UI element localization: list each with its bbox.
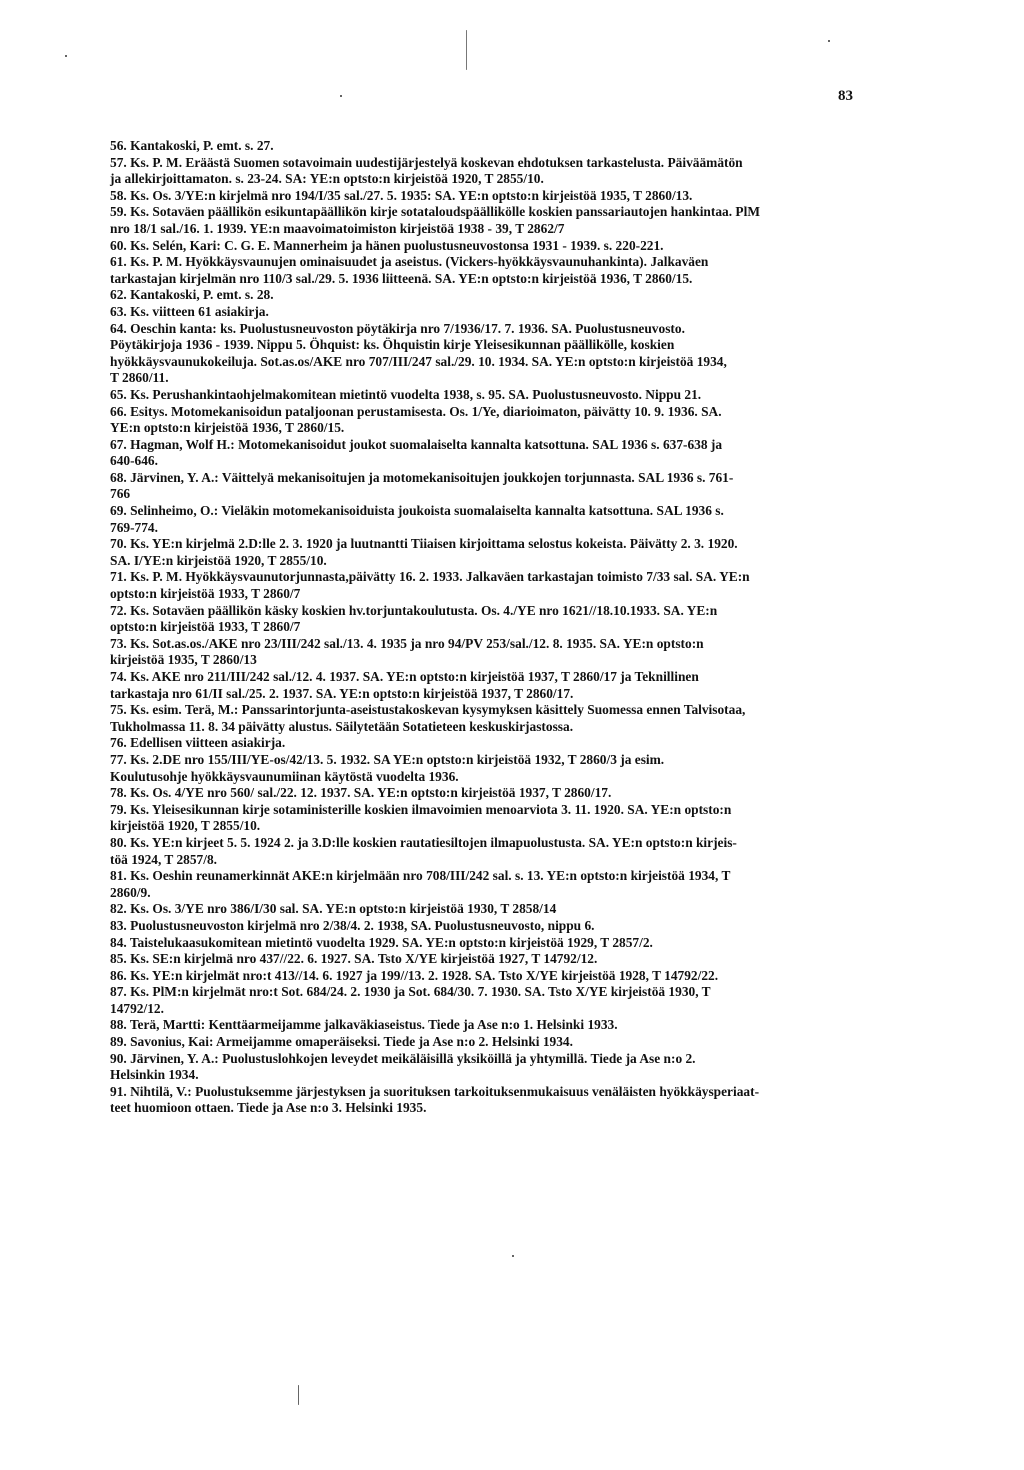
footnote-line: 89. Savonius, Kai: Armeijamme omaperäiseksi. Tiede ja Ase n:o 2. Helsinki 1934. [110, 1034, 573, 1050]
scan-speck [512, 1255, 514, 1257]
footnote-line: 85. Ks. SE:n kirjelmä nro 437//22. 6. 1927. SA. Tsto X/YE kirjeistöä 1927, T 14792/12. [110, 951, 598, 967]
footnote-item [110, 503, 886, 536]
footnote-item [110, 287, 886, 304]
footnote-line: 640-646. [110, 453, 158, 469]
footnote-line: 80. Ks. YE:n kirjeet 5. 5. 1924 2. ja 3.D:lle koskien rautatiesiltojen ilmapuolustusta. SA. YE:n optsto:n kirjeis- [110, 834, 737, 850]
footnote-line: 60. Ks. Selén, Kari: C. G. E. Mannerheim ja hänen puolustusneuvostonsa 1931 - 1939. s. 220-221. [110, 237, 664, 253]
footnote-line: 59. Ks. Sotaväen päällikön esikuntapäällikön kirje sotataloudspäällikölle koskien panssariautojen hankintaa. PlM [110, 204, 760, 220]
footnote-item [110, 669, 886, 702]
footnote-line: 62. Kantakoski, P. emt. s. 28. [110, 287, 274, 303]
footnote-line: kirjeistöä 1935, T 2860/13 [110, 652, 257, 668]
footnote-line: 66. Esitys. Motomekanisoidun pataljoonan perustamisesta. Os. 1/Ye, diarioimaton, päivätty 10. 9. 1936. SA. [110, 403, 722, 419]
footnote-line: 64. Oeschin kanta: ks. Puolustusneuvoston pöytäkirja nro 7/1936/17. 7. 1936. SA. Puolustusneuvosto. [110, 320, 685, 336]
footnote-item [110, 1051, 886, 1084]
footnote-item [110, 785, 886, 802]
footnote-line: kirjeistöä 1920, T 2855/10. [110, 818, 261, 834]
page-number: 83 [838, 88, 853, 104]
footnote-item [110, 204, 886, 237]
footnote-line: 87. Ks. PlM:n kirjelmät nro:t Sot. 684/24. 2. 1930 ja Sot. 684/30. 7. 1930. SA. Tsto X/YE kirjeistöä 1930, T [110, 984, 711, 1000]
footnote-item [110, 569, 886, 602]
footnote-item [110, 935, 886, 952]
footnote-line: Pöytäkirjoja 1936 - 1939. Nippu 5. Öhquist: ks. Öhquistin kirje Yleisesikunnan päällikölle, koskien [110, 337, 675, 353]
footnote-line: töä 1924, T 2857/8. [110, 851, 218, 867]
footnote-line: 88. Terä, Martti: Kenttäarmeijamme jalkaväkiaseistus. Tiede ja Ase n:o 1. Helsinki 1933. [110, 1017, 618, 1033]
footnote-item [110, 155, 886, 188]
footnote-item [110, 735, 886, 752]
footnote-item [110, 321, 886, 387]
footnotes-list [110, 138, 886, 1117]
footnote-line: 75. Ks. esim. Terä, M.: Panssarintorjunta-aseistustakoskevan kysymyksen käsittely Suomessa ennen Talvisotaa, [110, 702, 746, 718]
footnote-line: 68. Järvinen, Y. A.: Väittelyä mekanisoitujen ja motomekanisoitujen joukkojen torjunnasta. SAL 1936 s. 761- [110, 469, 734, 485]
footnote-line: 91. Nihtilä, V.: Puolustuksemme järjestyksen ja suorituksen tarkoituksenmukaisuus venäläisten hyökkäysperiaat- [110, 1083, 760, 1099]
footnote-item [110, 404, 886, 437]
footnote-line: 81. Ks. Oeshin reunamerkinnät AKE:n kirjelmään nro 708/III/242 sal. s. 13. YE:n optsto:n kirjeistöä 1934, T [110, 868, 731, 884]
footnote-line: 73. Ks. Sot.as.os./AKE nro 23/III/242 sal./13. 4. 1935 ja nro 94/PV 253/sal./12. 8. 1935. SA. YE:n optsto:n [110, 635, 704, 651]
footnote-line: 2860/9. [110, 884, 151, 900]
footnote-item [110, 1017, 886, 1034]
footnote-item [110, 636, 886, 669]
footnote-item [110, 254, 886, 287]
footnote-line: tarkastaja nro 61/II sal./25. 2. 1937. SA. YE:n optsto:n kirjeistöä 1937, T 2860/17. [110, 685, 574, 701]
footnote-line: 86. Ks. YE:n kirjelmät nro:t 413//14. 6. 1927 ja 199//13. 2. 1928. SA. Tsto X/YE kirjeistöä 1928, T 14792/22. [110, 967, 719, 983]
footnote-line: hyökkäysvaunukokeiluja. Sot.as.os/AKE nro 707/III/247 sal./29. 10. 1934. SA. YE:n optsto:n kirjeistöä 1934, [110, 353, 727, 369]
footnote-line: 63. Ks. viitteen 61 asiakirja. [110, 303, 269, 319]
footnote-item [110, 984, 886, 1017]
scan-speck [828, 40, 830, 42]
footnote-line: 71. Ks. P. M. Hyökkäysvaunutorjunnasta,päivätty 16. 2. 1933. Jalkaväen tarkastajan toimisto 7/33 sal. SA. YE:n [110, 569, 750, 585]
footnote-line: 76. Edellisen viitteen asiakirja. [110, 735, 286, 751]
footnote-item [110, 470, 886, 503]
footnote-item [110, 901, 886, 918]
footnote-line: nro 18/1 sal./16. 1. 1939. YE:n maavoimatoimiston kirjeistöä 1938 - 39, T 2862/7 [110, 220, 565, 236]
footnote-line: 65. Ks. Perushankintaohjelmakomitean mietintö vuodelta 1938, s. 95. SA. Puolustusneuvosto. Nippu 21. [110, 386, 702, 402]
footnote-item [110, 752, 886, 785]
footnote-line: Helsinkin 1934. [110, 1067, 199, 1083]
footnote-item [110, 835, 886, 868]
scan-speck [340, 95, 342, 97]
footnote-item [110, 536, 886, 569]
scan-speck [298, 1385, 299, 1405]
footnote-line: 769-774. [110, 519, 158, 535]
footnote-line: ja allekirjoittamaton. s. 23-24. SA: YE:n optsto:n kirjeistöä 1920, T 2855/10. [110, 171, 544, 187]
footnote-item [110, 437, 886, 470]
footnote-item [110, 387, 886, 404]
footnote-line: 82. Ks. Os. 3/YE nro 386/I/30 sal. SA. YE:n optsto:n kirjeistöä 1930, T 2858/14 [110, 901, 557, 917]
footnote-line: tarkastajan kirjelmän nro 110/3 sal./29. 5. 1936 liitteenä. SA. YE:n optsto:n kirjeistöä 1936, T 2860/15. [110, 270, 693, 286]
footnote-item [110, 603, 886, 636]
footnote-item [110, 968, 886, 985]
footnote-line: YE:n optsto:n kirjeistöä 1936, T 2860/15. [110, 420, 345, 436]
footnote-line: 72. Ks. Sotaväen päällikön käsky koskien hv.torjuntakoulutusta. Os. 4./YE nro 1621//18.10.1933. SA. YE:n [110, 602, 718, 618]
footnote-item [110, 802, 886, 835]
footnote-line: 83. Puolustusneuvoston kirjelmä nro 2/38/4. 2. 1938, SA. Puolustusneuvosto, nippu 6. [110, 917, 595, 933]
footnote-line: 70. Ks. YE:n kirjelmä 2.D:lle 2. 3. 1920 ja luutnantti Tiiaisen kirjoittama selostus kokeista. Päivätty 2. 3. 1920. [110, 536, 738, 552]
footnote-line: 79. Ks. Yleisesikunnan kirje sotaministerille koskien ilmavoimien menoarviota 3. 11. 1920. SA. YE:n optsto:n [110, 801, 732, 817]
footnote-line: 14792/12. [110, 1000, 164, 1016]
footnote-line: 766 [110, 486, 131, 502]
footnote-item [110, 1084, 886, 1117]
footnote-item [110, 304, 886, 321]
footnote-line: 69. Selinheimo, O.: Vieläkin motomekanisoiduista joukoista suomalaiselta kannalta katsottuna. SAL 1936 s. [110, 503, 724, 519]
footnote-item [110, 238, 886, 255]
footnote-line: 61. Ks. P. M. Hyökkäysvaunujen ominaisuudet ja aseistus. (Vickers-hyökkäysvaunuhankinta). Jalkaväen [110, 254, 709, 270]
footnote-line: 67. Hagman, Wolf H.: Motomekanisoidut joukot suomalaiselta kannalta katsottuna. SAL 1936 s. 637-638 ja [110, 436, 723, 452]
footnote-line: optsto:n kirjeistöä 1933, T 2860/7 [110, 619, 301, 635]
footnote-item [110, 1034, 886, 1051]
footnote-item [110, 951, 886, 968]
footnote-line: 77. Ks. 2.DE nro 155/III/YE-os/42/13. 5. 1932. SA YE:n optsto:n kirjeistöä 1932, T 2860/3 ja esim. [110, 751, 665, 767]
footnote-line: Koulutusohje hyökkäysvaunumiinan käytöstä vuodelta 1936. [110, 768, 459, 784]
footnote-line: 90. Järvinen, Y. A.: Puolustuslohkojen leveydet meikäläisillä yksiköillä ja yhtymillä. Tiede ja Ase n:o 2. [110, 1050, 696, 1066]
footnote-item [110, 702, 886, 735]
footnote-line: 56. Kantakoski, P. emt. s. 27. [110, 138, 274, 153]
footnote-line: optsto:n kirjeistöä 1933, T 2860/7 [110, 586, 301, 602]
footnote-line: 78. Ks. Os. 4/YE nro 560/ sal./22. 12. 1937. SA. YE:n optsto:n kirjeistöä 1937, T 2860/17. [110, 785, 612, 801]
footnote-line: 74. Ks. AKE nro 211/III/242 sal./12. 4. 1937. SA. YE:n optsto:n kirjeistöä 1937, T 2860/17 ja Teknillinen [110, 669, 699, 684]
footnote-line: Tukholmassa 11. 8. 34 päivätty alustus. Säilytetään Sotatieteen keskuskirjastossa. [110, 718, 574, 734]
footnote-item [110, 138, 886, 155]
scan-speck [466, 30, 467, 70]
footnote-line: teet huomioon ottaen. Tiede ja Ase n:o 3. Helsinki 1935. [110, 1100, 427, 1116]
footnote-item [110, 868, 886, 901]
footnote-line: 84. Taistelukaasukomitean mietintö vuodelta 1929. SA. YE:n optsto:n kirjeistöä 1929, T 2857/2. [110, 934, 653, 950]
footnote-line: SA. I/YE:n kirjeistöä 1920, T 2855/10. [110, 552, 327, 568]
scan-speck [65, 55, 67, 57]
footnote-line: T 2860/11. [110, 370, 169, 386]
footnote-line: 58. Ks. Os. 3/YE:n kirjelmä nro 194/I/35 sal./27. 5. 1935: SA. YE:n optsto:n kirjeistöä 1935, T 2860/13. [110, 187, 693, 203]
footnote-line: 57. Ks. P. M. Eräästä Suomen sotavoimain uudestijärjestelyä koskevan ehdotuksen tarkastelusta. Päiväämätön [110, 154, 743, 170]
footnote-item [110, 188, 886, 205]
footnote-item [110, 918, 886, 935]
